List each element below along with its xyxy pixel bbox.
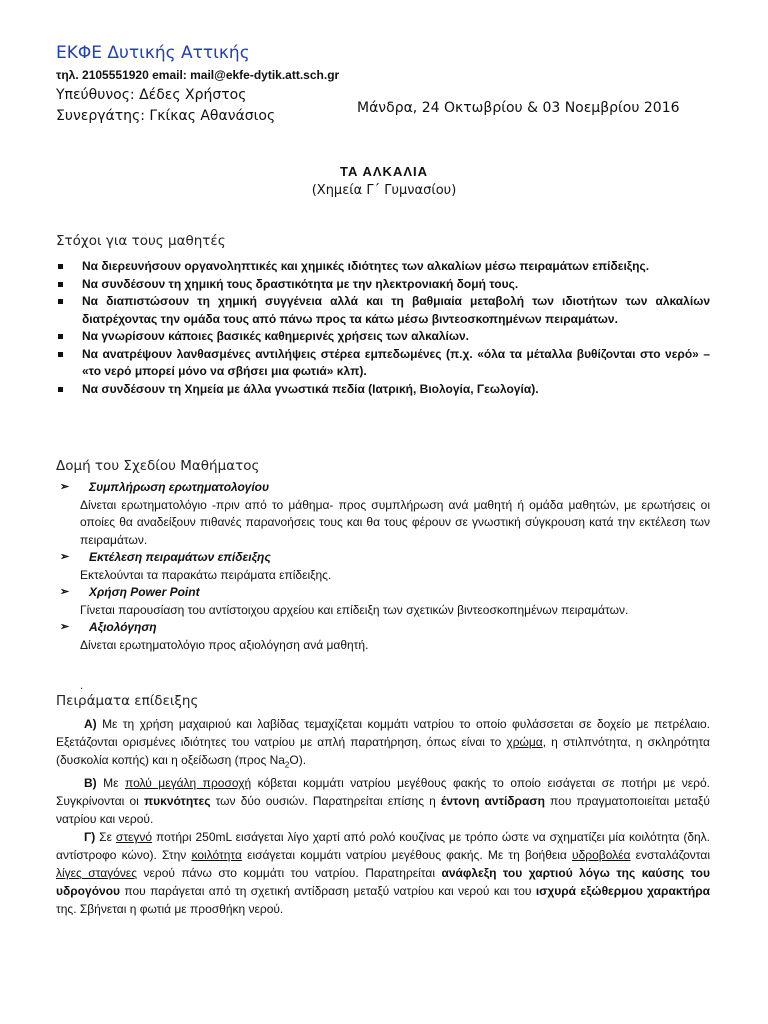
square-bullet-icon <box>58 387 63 392</box>
step-body: Δίνεται ερωτηματολόγιο προς αξιολόγηση ανά μαθητή. <box>80 637 369 652</box>
square-bullet-icon <box>58 282 63 287</box>
goal-item: Να συνδέσουν τη χημική τους δραστικότητα με την ηλεκτρονιακή δομή τους. <box>58 276 710 294</box>
arrow-bullet-icon: ➢ <box>60 551 70 563</box>
document-title: ΤΑ ΑΛΚΑΛΙΑ <box>340 164 428 179</box>
contact-line: τηλ. 2105551920 email: mail@ekfe-dytik.att.sch.gr <box>56 68 340 82</box>
step-heading: ➢ Αξιολόγηση <box>58 619 710 637</box>
collaborator: Συνεργάτης: Γκίκας Αθανάσιος <box>56 108 276 124</box>
experiment-c: Γ) Σε στεγνό ποτήρι 250mL εισάγεται λίγο χαρτί από ρολό κουζίνας με τρόπο ώστε να σχηματίζει μία κοιλότητα (δηλ. αντίστροφο κώνο). Στην κοιλότητα εισάγεται κομμάτι νατρίου μεγέθους φακής. Με τη βοήθεια υδροβολέα ενσταλάζονται λίγες σταγόνες νερού πάνω στο κομμάτι του νατρίου. Παρατηρείται ανάφλεξη του χαρτιού λόγω της καύσης του υδρογόνου που παράγεται από τη σχετική αντίδραση μεταξύ νατρίου και νερού και του ισχυρά εξώθερμου χαρακτήρα της. Σβήνεται η φωτιά με προσθήκη νερού. <box>56 830 711 917</box>
experiments-text <box>56 715 710 918</box>
step-body: Δίνεται ερωτηματολόγιο -πριν από το μάθημα- προς συμπλήρωση ανά μαθητή ή ομάδα μαθητών, με ερωτήσεις οι οποίες θα αναδείξουν πιθανές παρανοήσεις τους και θα τους φέρουν σε γνωστική σύγκρουση κατά την εκτέλεση των πειραμάτων. <box>80 497 710 547</box>
step-heading: ➢ Χρήση Power Point <box>58 584 710 602</box>
goal-item: Να ανατρέψουν λανθασμένες αντιλήψεις στέρεα εμπεδωμένες (π.χ. «όλα τα μέταλλα βυθίζονται στο νερό» – «το νερό μπορεί μόνο να σβήσει μια φωτιά» κλπ). <box>58 346 710 381</box>
document-subtitle: (Χημεία Γ΄ Γυμνασίου) <box>311 183 457 198</box>
goals-list <box>58 258 710 398</box>
stray-mark: . <box>80 681 84 692</box>
goal-item: Να διερευνήσουν οργανοληπτικές και χημικές ιδιότητες των αλκαλίων μέσω πειραμάτων επίδειξης. <box>58 258 710 276</box>
experiments-heading: Πειράματα επίδειξης <box>56 693 199 709</box>
step-heading: ➢ Εκτέλεση πειραμάτων επίδειξης <box>58 549 710 567</box>
step-body: Εκτελούνται τα παρακάτω πειράματα επίδειξης. <box>80 567 332 582</box>
experiment-b: Β) Με πολύ μεγάλη προσοχή κόβεται κομμάτι νατρίου μεγέθους φακής το οποίο εισάγεται σε ποτήρι με νερό. Συγκρίνονται οι πυκνότητες των δύο ουσιών. Παρατηρείται επίσης η έντονη αντίδραση που πραγματοποιείται μεταξύ νατρίου και νερού. <box>56 776 710 827</box>
square-bullet-icon <box>58 299 63 304</box>
step-heading: ➢ Συμπλήρωση ερωτηματολογίου <box>58 479 710 497</box>
responsible-person: Υπεύθυνος: Δέδες Χρήστος <box>56 87 247 103</box>
arrow-bullet-icon: ➢ <box>60 481 70 493</box>
square-bullet-icon <box>58 264 63 269</box>
square-bullet-icon <box>58 334 63 339</box>
structure-steps <box>58 479 710 654</box>
organization-title: ΕΚΦΕ Δυτικής Αττικής <box>56 43 250 63</box>
goals-heading: Στόχοι για τους μαθητές <box>56 233 226 249</box>
goal-item: Να διαπιστώσουν τη χημική συγγένεια αλλά και τη βαθμιαία μεταβολή των ιδιοτήτων των αλκαλίων διατρέχοντας την ομάδα τους από πάνω προς τα κάτω μέσω βιντεοσκοπημένων πειραμάτων. <box>58 293 710 328</box>
goal-item: Να γνωρίσουν κάποιες βασικές καθημερινές χρήσεις των αλκαλίων. <box>58 328 710 346</box>
square-bullet-icon <box>58 352 63 357</box>
structure-heading: Δομή του Σχεδίου Μαθήματος <box>56 458 260 474</box>
step-body: Γίνεται παρουσίαση του αντίστοιχου αρχείου και επίδειξη των σχετικών βιντεοσκοπημένων πειραμάτων. <box>80 602 629 617</box>
arrow-bullet-icon: ➢ <box>60 621 70 633</box>
experiment-a: Α) Με τη χρήση μαχαιριού και λαβίδας τεμαχίζεται κομμάτι νατρίου το οποίο φυλάσσεται σε δοχείο με πετρέλαιο. Εξετάζονται ορισμένες ιδιότητες του νατρίου με απλή παρατήρηση, όπως είναι το χρώμα, η στιλπνότητα, η σκληρότητα (δυσκολία κοπής) και η οξείδωση (προς $Na_2O$). <box>56 717 710 770</box>
place-date: Μάνδρα, 24 Οκτωβρίου & 03 Νοεμβρίου 2016 <box>357 100 680 116</box>
goal-item: Να συνδέσουν τη Χημεία με άλλα γνωστικά πεδία (Ιατρική, Βιολογία, Γεωλογία). <box>58 381 710 399</box>
arrow-bullet-icon: ➢ <box>60 586 70 598</box>
